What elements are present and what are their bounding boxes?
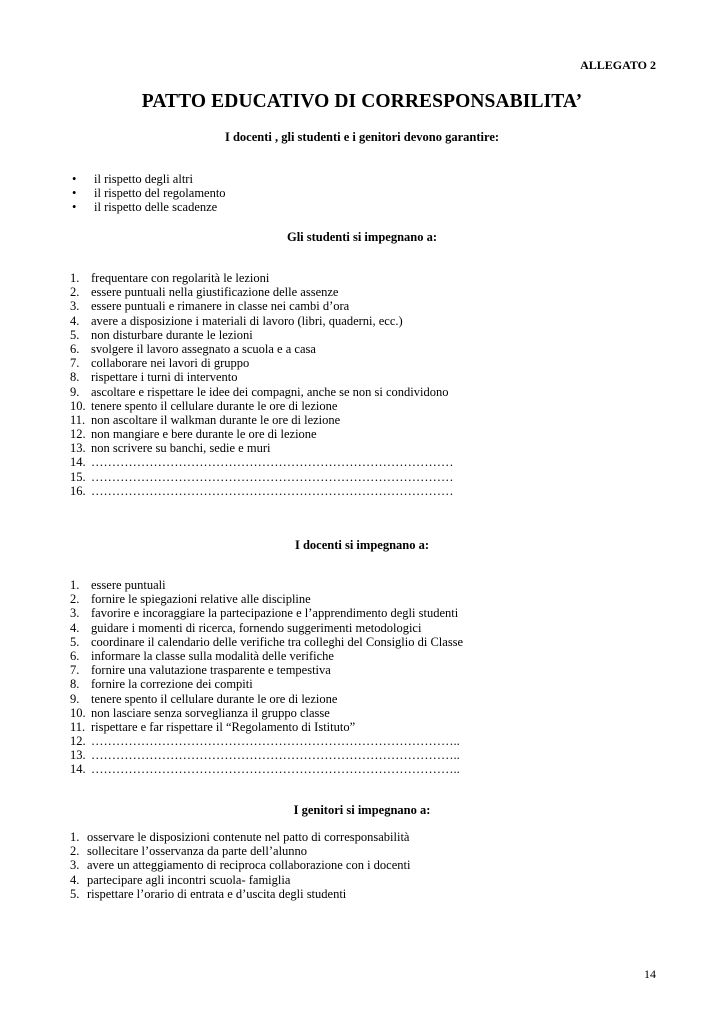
page-number: 14 xyxy=(644,967,656,981)
list-item xyxy=(70,621,690,635)
list-item xyxy=(70,271,690,285)
attachment-label: ALLEGATO 2 xyxy=(580,58,656,72)
list-item xyxy=(70,328,690,342)
list-item-text: rispettare i turni di intervento xyxy=(91,370,238,385)
list-item xyxy=(70,830,690,844)
document-title: PATTO EDUCATIVO DI CORRESPONSABILITA’ xyxy=(141,91,583,112)
list-item xyxy=(72,186,672,200)
list-item xyxy=(70,314,690,328)
students-commitments-list xyxy=(70,271,690,498)
list-item-text: avere a disposizione i materiali di lavoro (libri, quaderni, ecc.) xyxy=(91,313,403,328)
list-item xyxy=(70,663,690,677)
list-item-number: 15. xyxy=(70,469,86,484)
students-heading: Gli studenti si impegnano a: xyxy=(286,230,438,244)
list-item xyxy=(70,873,690,887)
list-item-text: …………………………………………………………………………….. xyxy=(91,748,460,763)
list-item-text: avere un atteggiamento di reciproca collaborazione con i docenti xyxy=(87,858,411,873)
list-item-text: sollecitare l’osservanza da parte dell’alunno xyxy=(87,844,308,859)
list-item-number: 2. xyxy=(70,592,80,607)
list-item xyxy=(70,399,690,413)
list-item-number: 5. xyxy=(70,886,80,901)
list-item xyxy=(70,484,690,498)
list-item-number: 9. xyxy=(70,691,80,706)
list-item-text: …………………………………………………………………………….. xyxy=(91,734,460,749)
list-item xyxy=(70,592,690,606)
list-item-text: informare la classe sulla modalità delle verifiche xyxy=(91,648,334,663)
list-item xyxy=(70,385,690,399)
list-item-number: 2. xyxy=(70,285,80,300)
list-item-number: 14. xyxy=(70,762,86,777)
list-item xyxy=(70,887,690,901)
list-item xyxy=(70,356,690,370)
list-item-number: 9. xyxy=(70,384,80,399)
list-item-text: collaborare nei lavori di gruppo xyxy=(91,356,250,371)
list-item xyxy=(70,413,690,427)
list-item xyxy=(70,858,690,872)
list-item xyxy=(70,285,690,299)
list-item-text: il rispetto del regolamento xyxy=(94,186,226,201)
list-item-text: …………………………………………………………………………….. xyxy=(91,762,460,777)
list-item xyxy=(70,427,690,441)
list-item-text: rispettare e far rispettare il “Regolamento di Istituto” xyxy=(91,719,356,734)
list-item-text: …………………………………………………………………………… xyxy=(91,469,454,484)
list-item-text: fornire la correzione dei compiti xyxy=(91,677,253,692)
list-item-text: non ascoltare il walkman durante le ore di lezione xyxy=(91,412,341,427)
list-item-number: 7. xyxy=(70,356,80,371)
list-item-text: …………………………………………………………………………… xyxy=(91,483,454,498)
list-item-number: 3. xyxy=(70,299,80,314)
list-item xyxy=(70,441,690,455)
list-item xyxy=(72,172,672,186)
list-item-text: svolgere il lavoro assegnato a scuola e a casa xyxy=(91,341,316,356)
list-item-text: guidare i momenti di ricerca, fornendo suggerimenti metodologici xyxy=(91,620,422,635)
list-item-text: frequentare con regolarità le lezioni xyxy=(91,271,270,285)
list-item-number: 5. xyxy=(70,327,80,342)
list-item-number: 3. xyxy=(70,606,80,621)
list-item-text: ascoltare e rispettare le idee dei compagni, anche se non si condividono xyxy=(91,384,449,399)
list-item-text: fornire le spiegazioni relative alle discipline xyxy=(91,592,311,607)
list-item-number: 1. xyxy=(70,271,80,285)
list-item xyxy=(70,706,690,720)
list-item-text: essere puntuali e rimanere in classe nei cambi d’ora xyxy=(91,299,350,314)
parents-heading: I genitori si impegnano a: xyxy=(293,803,431,817)
list-item-text: fornire una valutazione trasparente e tempestiva xyxy=(91,663,331,678)
list-item xyxy=(72,200,672,214)
document-subtitle: I docenti , gli studenti e i genitori devono garantire: xyxy=(224,130,500,144)
bullet-icon: • xyxy=(72,200,77,215)
list-item-number: 2. xyxy=(70,844,80,859)
list-item xyxy=(70,720,690,734)
list-item-text: non disturbare durante le lezioni xyxy=(91,327,253,342)
list-item xyxy=(70,734,690,748)
list-item xyxy=(70,748,690,762)
list-item xyxy=(70,692,690,706)
list-item-text: il rispetto degli altri xyxy=(94,172,193,186)
list-item-number: 8. xyxy=(70,370,80,385)
list-item-text: essere puntuali nella giustificazione delle assenze xyxy=(91,285,339,300)
list-item-number: 16. xyxy=(70,483,86,498)
list-item-text: tenere spento il cellulare durante le ore di lezione xyxy=(91,691,338,706)
list-item-text: non lasciare senza sorveglianza il gruppo classe xyxy=(91,705,330,720)
list-item-text: rispettare l’orario di entrata e d’uscita degli studenti xyxy=(87,886,347,901)
list-item-number: 14. xyxy=(70,455,86,470)
list-item-number: 6. xyxy=(70,341,80,356)
list-item-number: 5. xyxy=(70,634,80,649)
list-item-number: 1. xyxy=(70,578,80,592)
list-item-text: tenere spento il cellulare durante le ore di lezione xyxy=(91,398,338,413)
list-item-number: 12. xyxy=(70,734,86,749)
bullet-icon: • xyxy=(72,186,77,201)
list-item xyxy=(70,370,690,384)
list-item-number: 6. xyxy=(70,648,80,663)
list-item-text: …………………………………………………………………………… xyxy=(91,455,454,470)
list-item xyxy=(70,342,690,356)
list-item-text: non mangiare e bere durante le ore di lezione xyxy=(91,427,317,442)
general-commitments-list xyxy=(72,172,672,215)
list-item-number: 12. xyxy=(70,427,86,442)
list-item-text: favorire e incoraggiare la partecipazione e l’apprendimento degli studenti xyxy=(91,606,459,621)
list-item xyxy=(70,299,690,313)
list-item-text: essere puntuali xyxy=(91,578,166,592)
list-item-number: 10. xyxy=(70,705,86,720)
list-item-text: il rispetto delle scadenze xyxy=(94,200,218,215)
list-item xyxy=(70,762,690,776)
list-item xyxy=(70,844,690,858)
list-item-number: 13. xyxy=(70,441,86,456)
list-item-number: 11. xyxy=(70,412,86,427)
list-item-text: osservare le disposizioni contenute nel patto di corresponsabilità xyxy=(87,830,410,844)
list-item-number: 10. xyxy=(70,398,86,413)
list-item xyxy=(70,677,690,691)
list-item xyxy=(70,470,690,484)
list-item xyxy=(70,635,690,649)
list-item-text: partecipare agli incontri scuola- famiglia xyxy=(87,872,291,887)
list-item-number: 13. xyxy=(70,748,86,763)
list-item xyxy=(70,606,690,620)
list-item-text: non scrivere su banchi, sedie e muri xyxy=(91,441,271,456)
list-item-text: coordinare il calendario delle verifiche tra colleghi del Consiglio di Classe xyxy=(91,634,464,649)
list-item-number: 11. xyxy=(70,719,86,734)
list-item xyxy=(70,578,690,592)
list-item xyxy=(70,455,690,469)
list-item-number: 4. xyxy=(70,313,80,328)
list-item xyxy=(70,649,690,663)
bullet-icon: • xyxy=(72,172,77,186)
list-item-number: 7. xyxy=(70,663,80,678)
parents-commitments-list xyxy=(70,830,690,901)
list-item-number: 4. xyxy=(70,872,80,887)
teachers-commitments-list xyxy=(70,578,690,777)
teachers-heading: I docenti si impegnano a: xyxy=(294,538,430,552)
list-item-number: 4. xyxy=(70,620,80,635)
list-item-number: 1. xyxy=(70,830,80,844)
list-item-number: 3. xyxy=(70,858,80,873)
list-item-number: 8. xyxy=(70,677,80,692)
